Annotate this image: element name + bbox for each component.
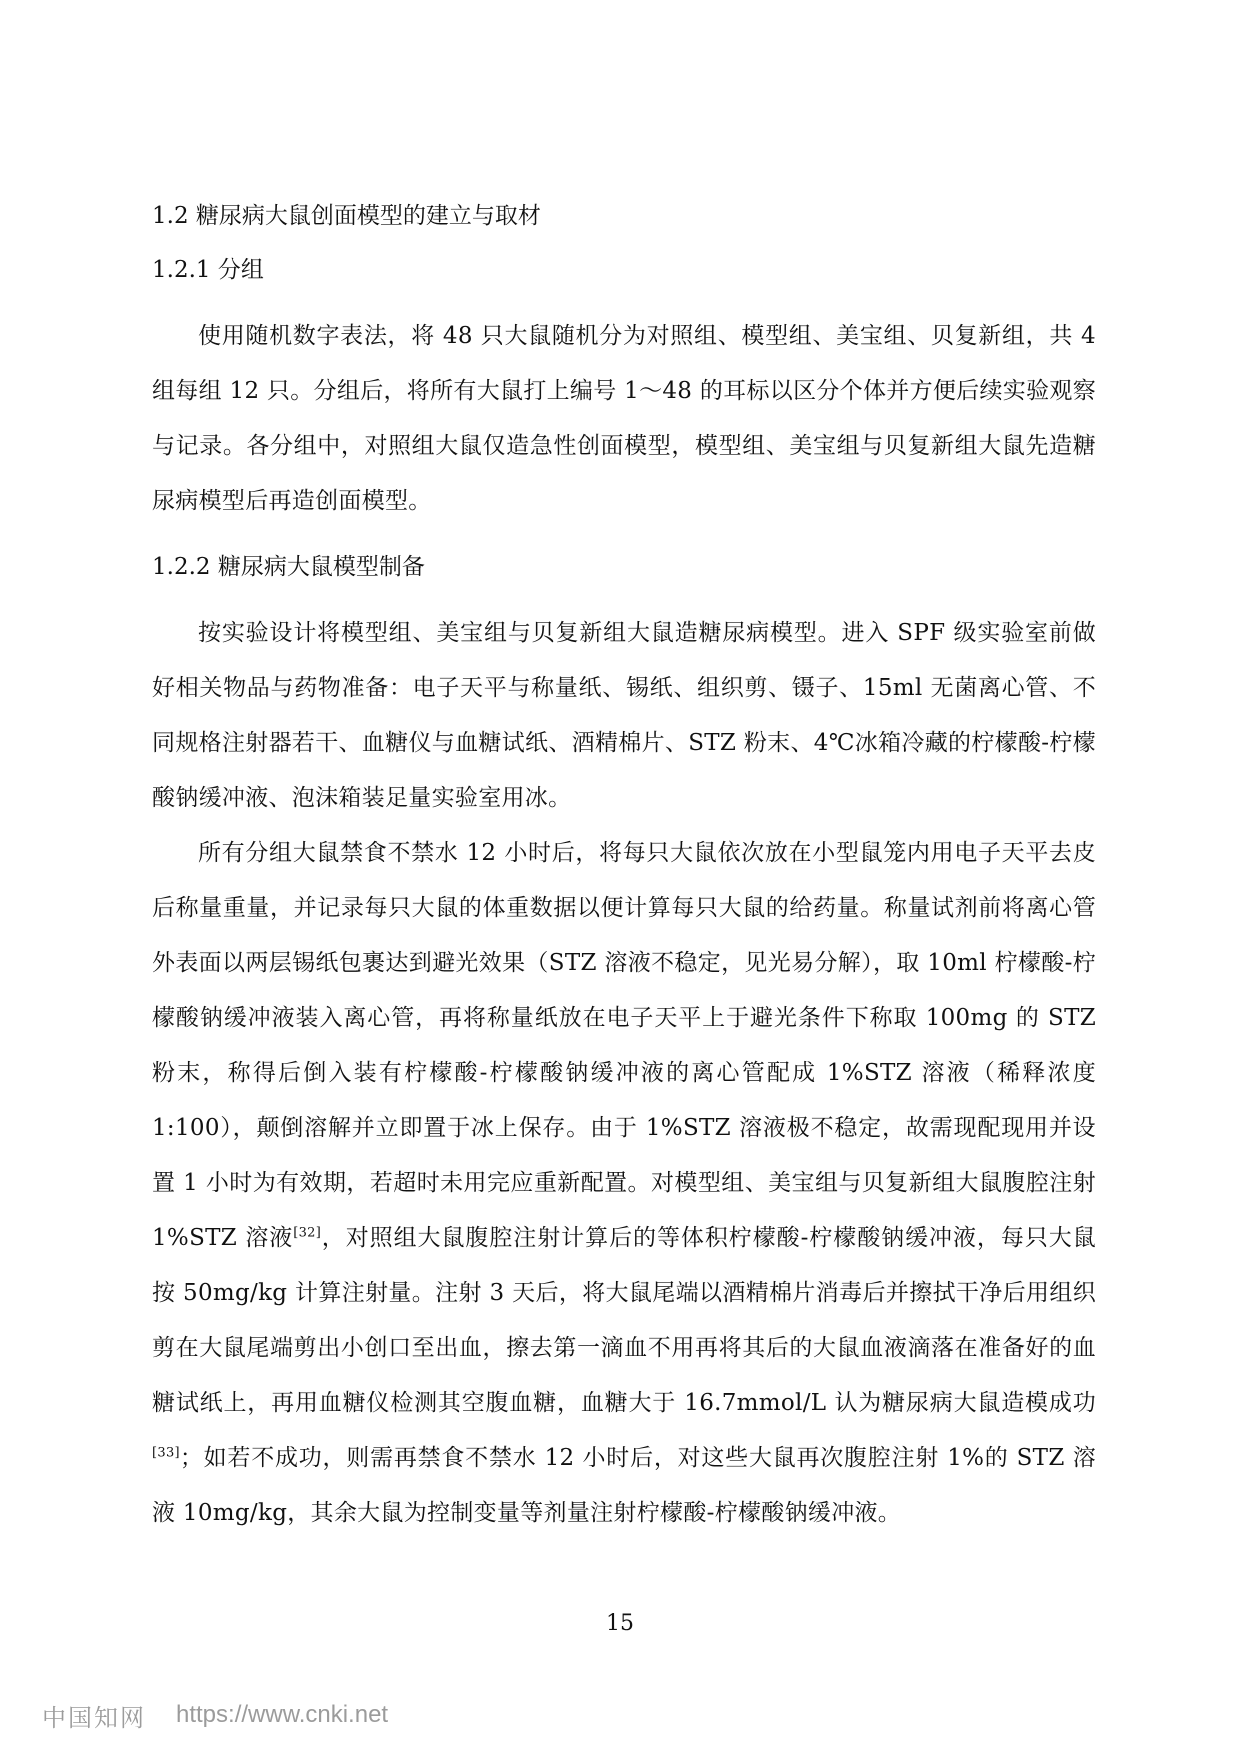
paragraph-text-part-1: 所有分组大鼠禁食不禁水 12 小时后，将每只大鼠依次放在小型鼠笼内用电子天平去皮后称量重量，并记录每只大鼠的体重数据以便计算每只大鼠的给药量。称量试剂前将离心管外表面以两层锡纸包裹达到避光效果（STZ 溶液不稳定，见光易分解），取 10ml 柠檬酸-柠檬酸钠缓冲液装入离心管，再将称量纸放在电子天平上于避光条件下称取 100mg 的 STZ 粉末，称得后倒入装有柠檬酸-柠檬酸钠缓冲液的离心管配成 1%STZ 溶液（稀释浓度 1:100），颠倒溶解并立即置于冰上保存。由于 1%STZ 溶液极不稳定，故需现配现用并设置 1 小时为有效期，若超时未用完应重新配置。对模型组、美宝组与贝复新组大鼠腹腔注射 1%STZ 溶液 <box>152 840 1096 1251</box>
paragraph-text-part-3: ；如若不成功，则需再禁食不禁水 12 小时后，对这些大鼠再次腹腔注射 1%的 STZ 溶液 10mg/kg，其余大鼠为控制变量等剂量注射柠檬酸-柠檬酸钠缓冲液。 <box>152 1445 1096 1526</box>
page-content <box>152 200 1096 1541</box>
cnki-url-text: https://www.cnki.net <box>176 1701 389 1728</box>
section-heading-1-2: 1.2 糖尿病大鼠创面模型的建立与取材 <box>152 203 541 229</box>
paragraph-stz-procedure <box>152 826 1096 1541</box>
paragraph-model-preparation: 按实验设计将模型组、美宝组与贝复新组大鼠造糖尿病模型。进入 SPF 级实验室前做好相关物品与药物准备：电子天平与称量纸、锡纸、组织剪、镊子、15ml 无菌离心管、不同规格注射器若干、血糖仪与血糖试纸、酒精棉片、STZ 粉末、4℃冰箱冷藏的柠檬酸-柠檬酸钠缓冲液、泡沫箱装足量实验室用冰。 <box>152 620 1096 811</box>
citation-ref-33: [33] <box>152 1445 180 1461</box>
section-heading-1-2-1: 1.2.1 分组 <box>152 257 264 283</box>
cnki-watermark <box>42 1700 388 1730</box>
paragraph-grouping: 使用随机数字表法，将 48 只大鼠随机分为对照组、模型组、美宝组、贝复新组，共 4 组每组 12 只。分组后，将所有大鼠打上编号 1～48 的耳标以区分个体并方便后续实验观察与记录。各分组中，对照组大鼠仅造急性创面模型，模型组、美宝组与贝复新组大鼠先造糖尿病模型后再造创面模型。 <box>152 323 1096 514</box>
page-number: 15 <box>606 1611 634 1636</box>
paragraph-text-part-2: ，对照组大鼠腹腔注射计算后的等体积柠檬酸-柠檬酸钠缓冲液，每只大鼠按 50mg/kg 计算注射量。注射 3 天后，将大鼠尾端以酒精棉片消毒后并擦拭干净后用组织剪在大鼠尾端剪出小创口至出血，擦去第一滴血不用再将其后的大鼠血液滴落在准备好的血糖试纸上，再用血糖仪检测其空腹血糖，血糖大于 16.7mmol/L 认为糖尿病大鼠造模成功 <box>152 1225 1097 1416</box>
cnki-logo-text: 中国知网 <box>42 1703 146 1732</box>
section-heading-1-2-2: 1.2.2 糖尿病大鼠模型制备 <box>152 554 425 580</box>
citation-ref-32: [32] <box>293 1225 322 1241</box>
